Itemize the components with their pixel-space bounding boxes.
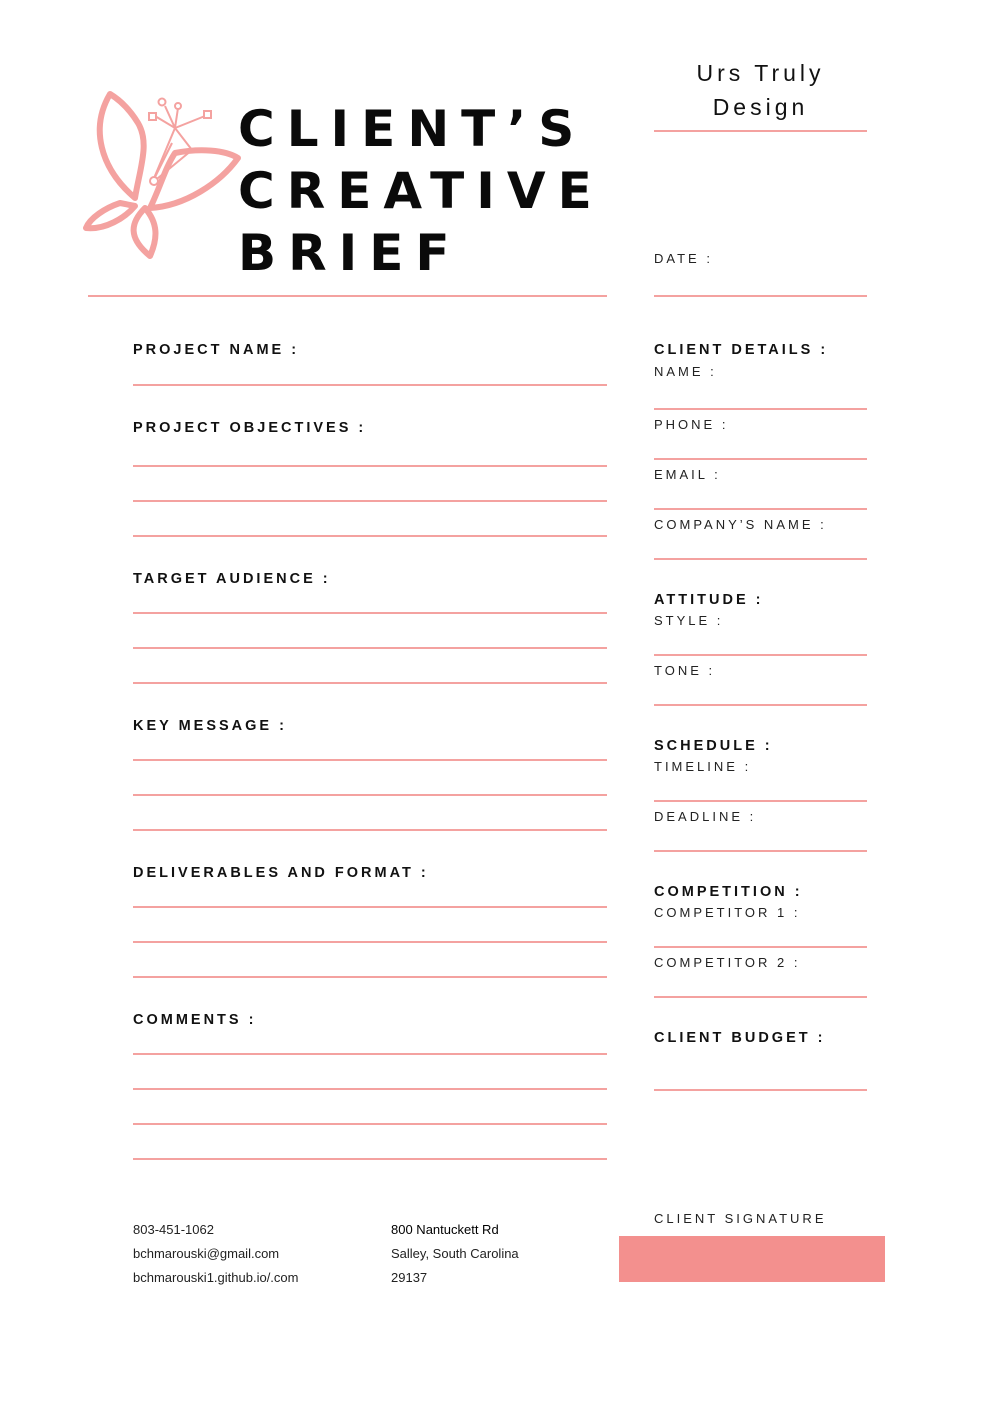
client-name-label: NAME : — [654, 364, 717, 379]
butterfly-pen-nib-icon — [80, 88, 245, 263]
client-signature-box[interactable] — [619, 1236, 885, 1282]
target-audience-label: TARGET AUDIENCE : — [133, 571, 331, 587]
page-title-line-1: CLIENT’S — [238, 100, 587, 158]
competitor-2-field-line[interactable] — [654, 996, 867, 998]
client-email-label: EMAIL : — [654, 467, 721, 482]
timeline-label: TIMELINE : — [654, 759, 752, 774]
client-budget-field-line[interactable] — [654, 1089, 867, 1091]
brand-name-line-2: Design — [712, 94, 809, 120]
page-title-line-2: CREATIVE — [238, 162, 604, 220]
comments-line-2[interactable] — [133, 1088, 607, 1090]
client-details-heading: CLIENT DETAILS : — [654, 342, 829, 358]
competition-heading: COMPETITION : — [654, 884, 803, 900]
comments-line-3[interactable] — [133, 1123, 607, 1125]
brand-name-line-1: Urs Truly — [696, 60, 825, 86]
style-label: STYLE : — [654, 613, 724, 628]
client-name-field-line[interactable] — [654, 408, 867, 410]
style-field-line[interactable] — [654, 654, 867, 656]
project-name-field-line[interactable] — [133, 384, 607, 386]
deliverables-label: DELIVERABLES AND FORMAT : — [133, 865, 429, 881]
competitor-1-label: COMPETITOR 1 : — [654, 905, 801, 920]
key-message-line-3[interactable] — [133, 829, 607, 831]
deadline-label: DEADLINE : — [654, 809, 757, 824]
footer-website[interactable]: bchmarouski1.github.io/.com — [133, 1270, 299, 1285]
target-audience-line-1[interactable] — [133, 612, 607, 614]
target-audience-line-3[interactable] — [133, 682, 607, 684]
client-phone-label: PHONE : — [654, 417, 729, 432]
deliverables-line-1[interactable] — [133, 906, 607, 908]
client-phone-field-line[interactable] — [654, 458, 867, 460]
footer-phone: 803-451-1062 — [133, 1222, 214, 1237]
date-label: DATE : — [654, 251, 713, 266]
attitude-heading: ATTITUDE : — [654, 592, 764, 608]
tone-label: TONE : — [654, 663, 716, 678]
company-name-field-line[interactable] — [654, 558, 867, 560]
client-budget-heading: CLIENT BUDGET : — [654, 1030, 826, 1046]
project-name-label: PROJECT NAME : — [133, 342, 300, 358]
company-name-label: COMPANY’S NAME : — [654, 517, 827, 532]
project-objectives-line-2[interactable] — [133, 500, 607, 502]
footer-address-line-2: Salley, South Carolina — [391, 1246, 519, 1261]
timeline-field-line[interactable] — [654, 800, 867, 802]
key-message-label: KEY MESSAGE : — [133, 718, 287, 734]
competitor-1-field-line[interactable] — [654, 946, 867, 948]
project-objectives-line-1[interactable] — [133, 465, 607, 467]
project-objectives-label: PROJECT OBJECTIVES : — [133, 420, 367, 436]
footer-address-line-1: 800 Nantuckett Rd — [391, 1222, 499, 1237]
tone-field-line[interactable] — [654, 704, 867, 706]
competitor-2-label: COMPETITOR 2 : — [654, 955, 801, 970]
page-title-line-3: BRIEF — [238, 224, 462, 282]
deadline-field-line[interactable] — [654, 850, 867, 852]
footer-email[interactable]: bchmarouski@gmail.com — [133, 1246, 280, 1261]
comments-line-1[interactable] — [133, 1053, 607, 1055]
schedule-heading: SCHEDULE : — [654, 738, 773, 754]
client-email-field-line[interactable] — [654, 508, 867, 510]
deliverables-line-3[interactable] — [133, 976, 607, 978]
target-audience-line-2[interactable] — [133, 647, 607, 649]
key-message-line-2[interactable] — [133, 794, 607, 796]
divider — [654, 130, 867, 132]
header-divider — [88, 295, 607, 297]
date-field-line[interactable] — [654, 295, 867, 297]
project-objectives-line-3[interactable] — [133, 535, 607, 537]
client-signature-label: CLIENT SIGNATURE — [654, 1211, 827, 1226]
footer-zip: 29137 — [391, 1270, 428, 1285]
key-message-line-1[interactable] — [133, 759, 607, 761]
comments-label: COMMENTS : — [133, 1012, 257, 1028]
deliverables-line-2[interactable] — [133, 941, 607, 943]
comments-line-4[interactable] — [133, 1158, 607, 1160]
